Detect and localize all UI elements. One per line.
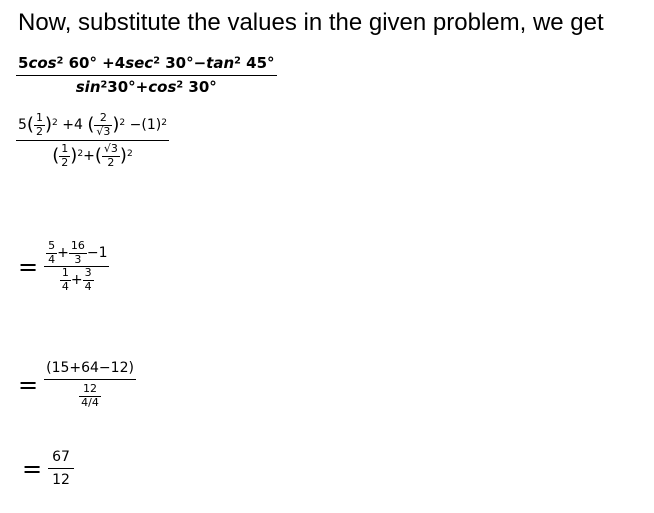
den-4: 4 (61, 279, 69, 293)
numerator-step-2: 5( $\frac{1}{2}$ )$^2$ +4 ( $\frac{2}{√3}$ )$^2 -(1)^2$ (18, 111, 168, 138)
fraction-step-2 (16, 112, 169, 170)
exp-2: 2 (176, 79, 184, 91)
numerator-step-3 (44, 240, 109, 266)
exp-2: 2 (119, 118, 126, 129)
frac-den-2: 2 (107, 155, 115, 169)
numerator-step-4: (15+64−12) (46, 360, 134, 376)
coef-5: 5 (18, 54, 29, 72)
half-num: 1 (35, 111, 43, 124)
term-30: 30°+ (107, 78, 149, 97)
equals-sign: = (18, 370, 39, 399)
denominator-step-4 (44, 380, 136, 409)
half-den: 2 (35, 124, 43, 138)
num-3: 3 (84, 266, 92, 280)
num-5: 5 (48, 239, 56, 252)
num-12: 12 (83, 382, 98, 396)
den-3: 3 (74, 252, 82, 266)
den-4: 4 (48, 252, 56, 266)
half-den: 2 (61, 155, 69, 169)
exp-2: 2 (234, 55, 241, 67)
plus-sign: + (70, 272, 83, 289)
minus-1: −(1) (125, 117, 162, 134)
one-quarter (60, 267, 71, 293)
plus-4: +4 (57, 117, 88, 134)
frac-num-2: 2 (99, 111, 107, 124)
heading: Now, substitute the values in the given problem, we get (18, 9, 604, 36)
exp-2: 2 (153, 55, 160, 67)
exp-2: 2 (100, 79, 108, 91)
tan-label: tan (206, 54, 235, 72)
plus-sign: + (83, 148, 95, 165)
twelve-over-4-4 (79, 383, 101, 409)
term-30: 30°− (159, 54, 207, 72)
denominator-step-3 (44, 267, 109, 293)
minus-1: −1 (86, 245, 108, 262)
denominator-step-1 (16, 76, 277, 96)
sqrt3: √3 (103, 142, 118, 156)
fraction-step-5 (48, 449, 74, 488)
two-over-root3-fraction (94, 112, 112, 138)
equation-step-4 (18, 360, 136, 409)
fraction-step-4 (44, 360, 136, 409)
denominator-step-5: 12 (52, 472, 70, 489)
sqrt3: √3 (96, 124, 111, 138)
exp-2: 2 (56, 55, 64, 67)
cos-label: cos (28, 54, 57, 72)
half-fraction (59, 143, 70, 169)
sin-label: sin (75, 78, 101, 97)
fraction-step-3 (44, 240, 109, 294)
exp-2: 2 (77, 149, 84, 160)
sec-label: sec (125, 54, 154, 72)
equals-sign: = (22, 454, 43, 483)
equation-step-2 (16, 112, 169, 170)
numerator-step-1 (16, 55, 277, 75)
five-quarters (46, 240, 57, 266)
term-60: 60° +4 (63, 54, 126, 72)
num-1: 1 (61, 266, 69, 280)
fraction-step-1 (16, 55, 277, 97)
three-quarters (83, 267, 94, 293)
exp-2: 2 (51, 118, 58, 129)
den-4: 4 (84, 279, 92, 293)
denominator-step-2: ( $\frac{1}{2}$ )$^2$+( $\frac{√3}{2}$ )$^2$ (52, 142, 133, 169)
num-16: 16 (70, 239, 85, 252)
equation-step-1 (16, 55, 277, 97)
exp-2: 2 (161, 118, 168, 129)
equation-step-3 (18, 240, 109, 294)
half-fraction (34, 112, 45, 138)
root3-over-2-fraction (102, 143, 120, 169)
den-4-4: 4/4 (81, 395, 99, 409)
term-45: 45° (240, 54, 275, 72)
cos-label: cos (148, 78, 177, 97)
coef-5: 5 (18, 117, 27, 134)
equation-step-5 (22, 449, 74, 488)
plus-sign: + (57, 245, 69, 262)
half-num: 1 (61, 142, 69, 156)
equals-sign: = (18, 252, 39, 281)
exp-2: 2 (126, 149, 133, 160)
term-30: 30° (183, 78, 217, 97)
sixteen-thirds (69, 240, 87, 266)
numerator-step-5: 67 (52, 449, 70, 465)
